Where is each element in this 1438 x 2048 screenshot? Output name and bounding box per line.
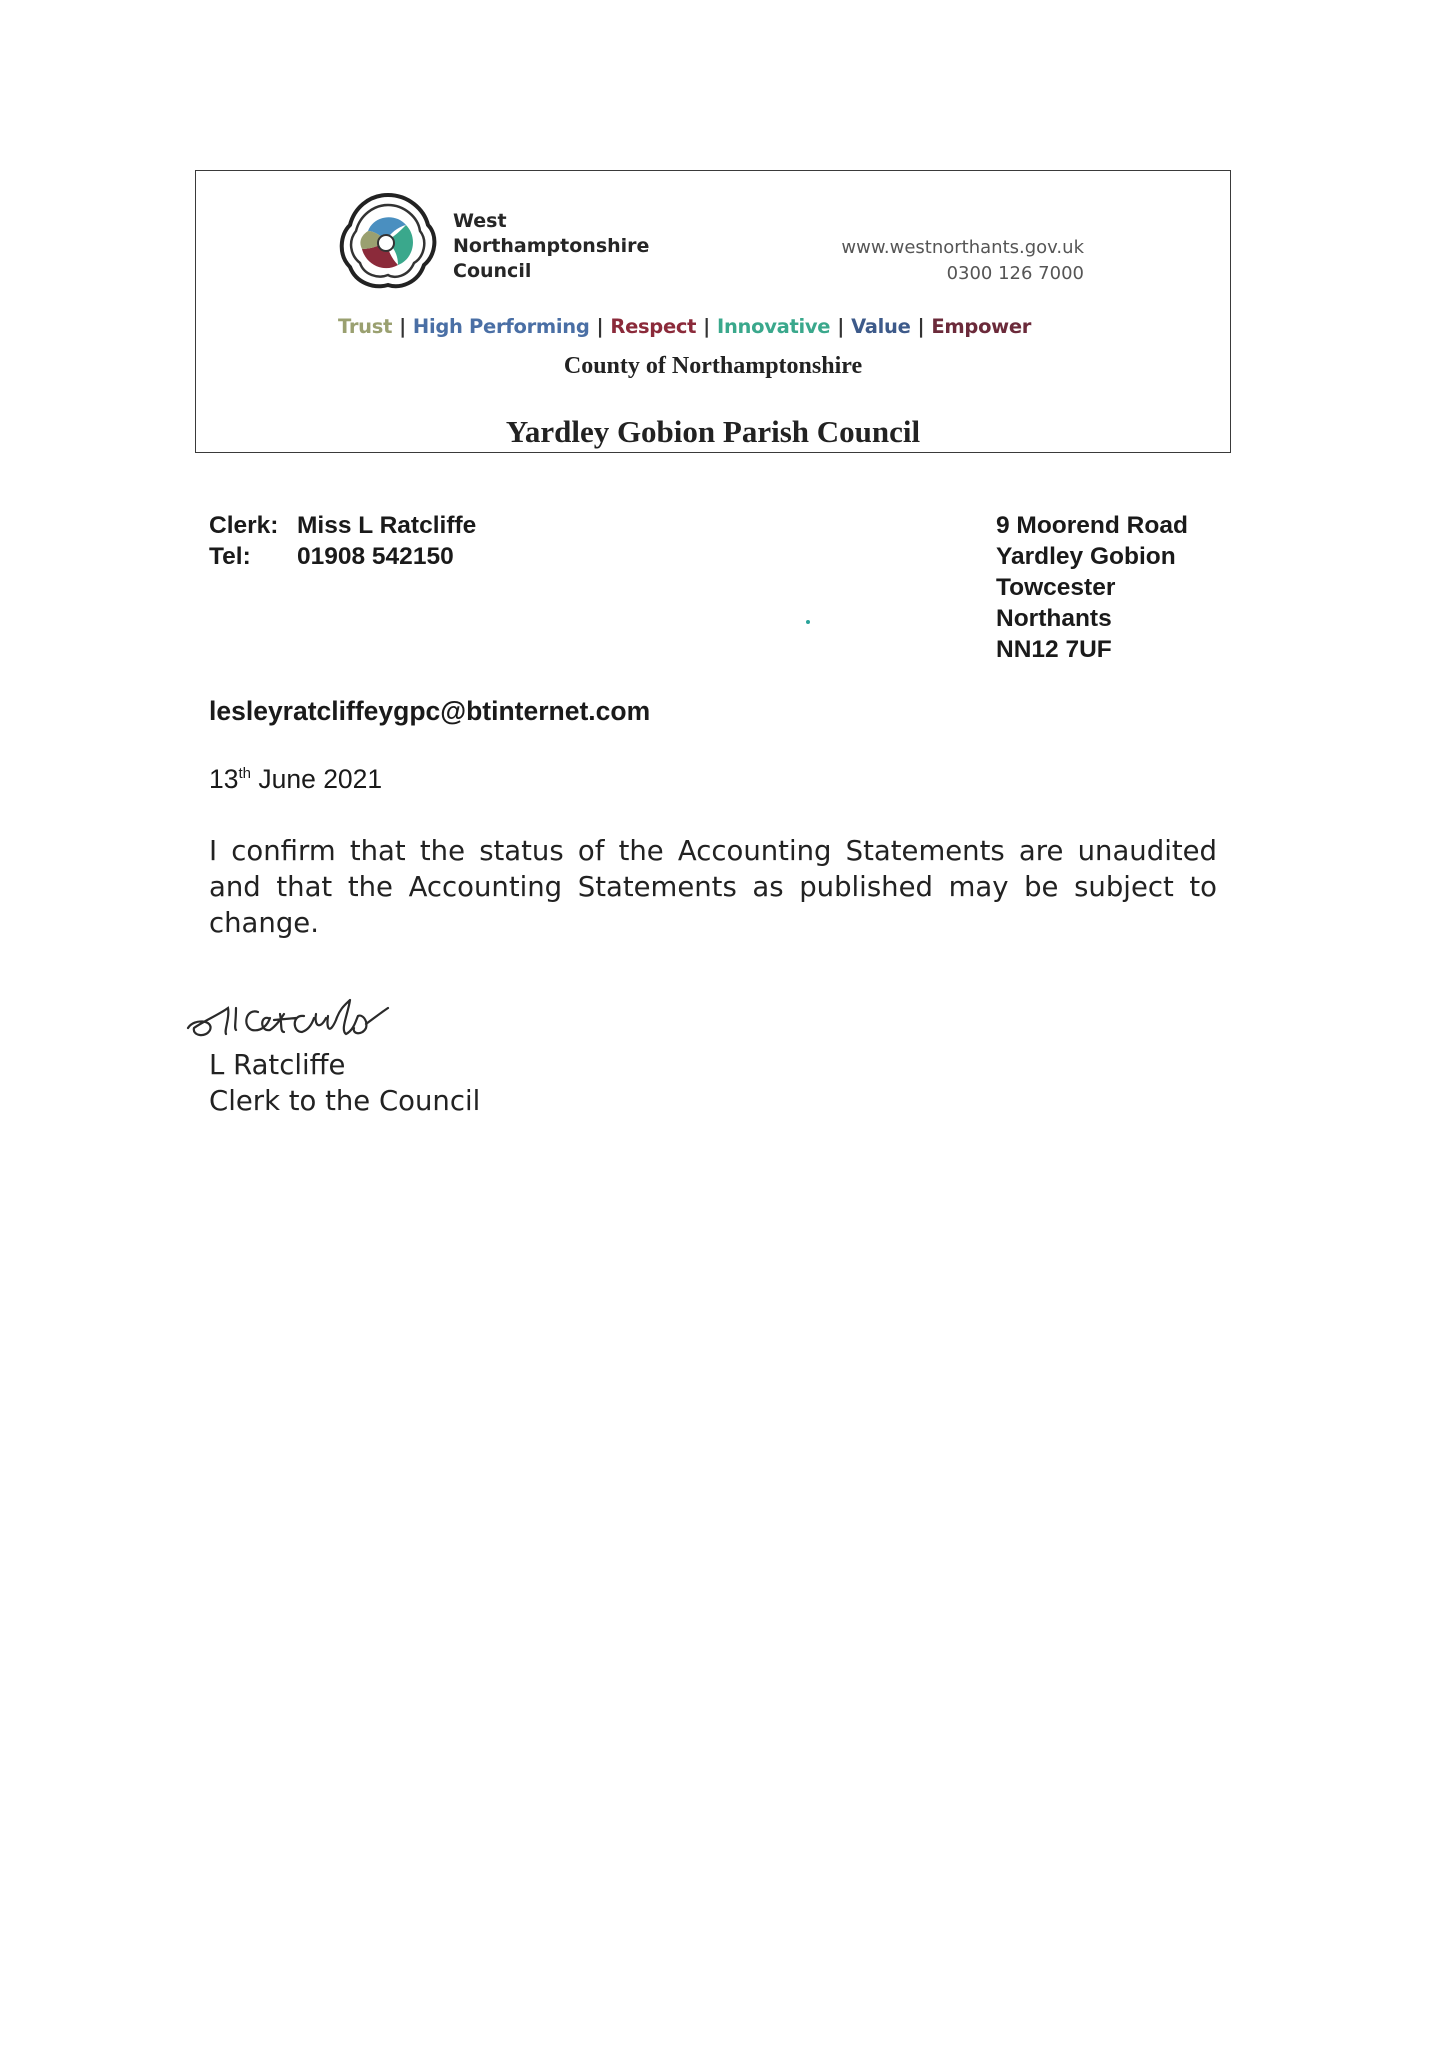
council-name-line: Northamptonshire bbox=[453, 235, 650, 257]
date-day: 13 bbox=[209, 764, 239, 794]
tel-label: Tel: bbox=[209, 543, 251, 570]
value-separator: | bbox=[837, 315, 845, 338]
value-separator: | bbox=[703, 315, 710, 338]
county-heading: County of Northamptonshire bbox=[563, 353, 863, 379]
value-respect: Respect bbox=[610, 315, 697, 338]
letter-body: I confirm that the status of the Accounting Statements are unaudited and that the Accounting Statements as published may be subject to change. bbox=[209, 835, 1217, 939]
council-name-line: West bbox=[453, 210, 507, 232]
signer-block bbox=[209, 1047, 480, 1119]
council-name bbox=[453, 209, 649, 284]
address-line: 9 Moorend Road bbox=[996, 512, 1188, 539]
clerk-name: Miss L Ratcliffe bbox=[297, 512, 477, 539]
signer-role: Clerk to the Council bbox=[209, 1085, 481, 1117]
address-line: NN12 7UF bbox=[996, 636, 1112, 663]
letterhead-box bbox=[195, 170, 1231, 453]
value-separator: | bbox=[399, 315, 406, 338]
council-phone: 0300 126 7000 bbox=[946, 263, 1084, 284]
value-innovative: Innovative bbox=[717, 315, 831, 338]
value-value: Value bbox=[851, 315, 911, 338]
letter-date bbox=[209, 764, 382, 795]
date-rest: June 2021 bbox=[251, 764, 383, 794]
date-suffix: th bbox=[238, 765, 251, 783]
council-contact bbox=[841, 235, 1084, 287]
clerk-email: lesleyratcliffeygpc@btinternet.com bbox=[209, 696, 651, 726]
value-trust: Trust bbox=[338, 315, 393, 338]
parish-council-heading: Yardley Gobion Parish Council bbox=[505, 414, 921, 449]
clerk-details bbox=[209, 510, 476, 572]
address-line: Towcester bbox=[996, 574, 1116, 601]
council-logo-icon bbox=[338, 191, 438, 291]
value-separator: | bbox=[917, 315, 925, 338]
value-high-performing: High Performing bbox=[412, 315, 590, 338]
tel-number: 01908 542150 bbox=[297, 543, 454, 570]
clerk-label: Clerk: bbox=[209, 512, 279, 539]
council-name-line: Council bbox=[453, 260, 532, 282]
council-website: www.westnorthants.gov.uk bbox=[841, 237, 1084, 258]
postal-address bbox=[996, 510, 1188, 665]
handwritten-signature-icon bbox=[180, 978, 490, 1058]
council-values bbox=[338, 315, 1031, 338]
value-separator: | bbox=[596, 315, 604, 338]
address-line: Northants bbox=[996, 605, 1112, 632]
signer-name: L Ratcliffe bbox=[209, 1049, 346, 1081]
value-empower: Empower bbox=[931, 315, 1032, 338]
scan-speck bbox=[806, 620, 810, 624]
address-line: Yardley Gobion bbox=[996, 543, 1176, 570]
